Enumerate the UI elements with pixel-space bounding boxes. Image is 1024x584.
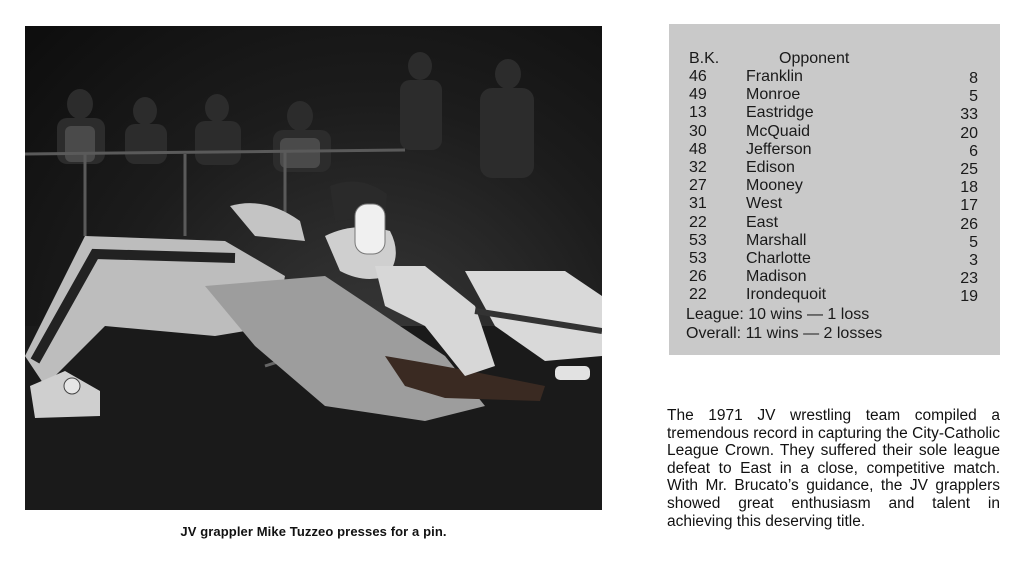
arm bbox=[230, 203, 305, 241]
opponent-name: Edison bbox=[746, 158, 795, 176]
wrestling-photo-illustration bbox=[25, 26, 602, 510]
bk-score: 26 bbox=[689, 268, 707, 286]
opponent-name: East bbox=[746, 213, 779, 231]
opponent-score: 20 bbox=[960, 124, 978, 142]
story-paragraph: The 1971 JV wrestling team compiled a tremendous record in capturing the City-Catholic League Crown. They suffered their sole league defeat to East in a close, competitive match. With Mr. Brucato’s guidance, the JV grapplers showed great enthusiasm and talent in achieving this deserving title. bbox=[667, 407, 1000, 530]
bk-score: 27 bbox=[689, 177, 707, 195]
result-row bbox=[689, 141, 978, 159]
result-row bbox=[689, 68, 978, 86]
opponent-name: Monroe bbox=[746, 86, 801, 104]
opponent-name: Madison bbox=[746, 268, 807, 286]
result-row bbox=[689, 250, 978, 268]
header-opponent: Opponent bbox=[779, 50, 850, 67]
result-row bbox=[689, 268, 978, 286]
results-header bbox=[689, 50, 984, 68]
result-row bbox=[689, 177, 978, 195]
opponent-score: 26 bbox=[960, 215, 978, 233]
opponent-score: 33 bbox=[960, 106, 978, 124]
result-row bbox=[689, 104, 978, 122]
opponent-score: 5 bbox=[969, 233, 978, 251]
opponent-score: 6 bbox=[969, 142, 978, 160]
bk-score: 22 bbox=[689, 286, 707, 304]
opponent-score: 8 bbox=[969, 70, 978, 87]
season-summary bbox=[686, 306, 882, 343]
result-row bbox=[689, 123, 978, 141]
opponent-name: Jefferson bbox=[746, 140, 812, 158]
opponent-name: Irondequoit bbox=[746, 286, 827, 304]
opponent-score: 19 bbox=[960, 288, 978, 306]
opponent-name: Charlotte bbox=[746, 249, 811, 267]
opponent-name: West bbox=[746, 195, 783, 213]
opponent-name: McQuaid bbox=[746, 122, 811, 140]
result-row bbox=[689, 86, 978, 104]
photo-caption: JV grappler Mike Tuzzeo presses for a pin. bbox=[180, 524, 447, 539]
result-row bbox=[689, 159, 978, 177]
opponent-score: 5 bbox=[969, 88, 978, 106]
bk-score: 22 bbox=[689, 213, 707, 231]
bk-score: 48 bbox=[689, 140, 707, 158]
opponent-score: 23 bbox=[960, 270, 978, 288]
bk-score: 53 bbox=[689, 231, 707, 249]
result-row bbox=[689, 214, 978, 232]
bk-score: 49 bbox=[689, 86, 707, 104]
opponent-name: Eastridge bbox=[746, 104, 814, 122]
bk-score: 32 bbox=[689, 158, 707, 176]
bk-score: 13 bbox=[689, 104, 707, 122]
opponent-name: Mooney bbox=[746, 177, 803, 195]
result-row bbox=[689, 286, 978, 304]
opponent-score: 17 bbox=[960, 197, 978, 215]
season-results-box bbox=[669, 24, 1000, 355]
wrestling-photo bbox=[25, 26, 602, 510]
opponent-name: Marshall bbox=[746, 231, 807, 249]
bk-score: 46 bbox=[689, 68, 707, 85]
results-list bbox=[689, 68, 978, 304]
opponent-score: 25 bbox=[960, 160, 978, 178]
bk-score: 31 bbox=[689, 195, 707, 213]
bk-score: 53 bbox=[689, 249, 707, 267]
overall-record: Overall: 11 wins — 2 losses bbox=[686, 324, 883, 342]
opponent-name: Franklin bbox=[746, 68, 803, 85]
result-row bbox=[689, 195, 978, 213]
header-bk: B.K. bbox=[689, 50, 720, 67]
result-row bbox=[689, 232, 978, 250]
league-record: League: 10 wins — 1 loss bbox=[686, 306, 870, 323]
opponent-score: 18 bbox=[960, 179, 978, 197]
opponent-score: 3 bbox=[969, 251, 978, 269]
bk-score: 30 bbox=[689, 122, 707, 140]
